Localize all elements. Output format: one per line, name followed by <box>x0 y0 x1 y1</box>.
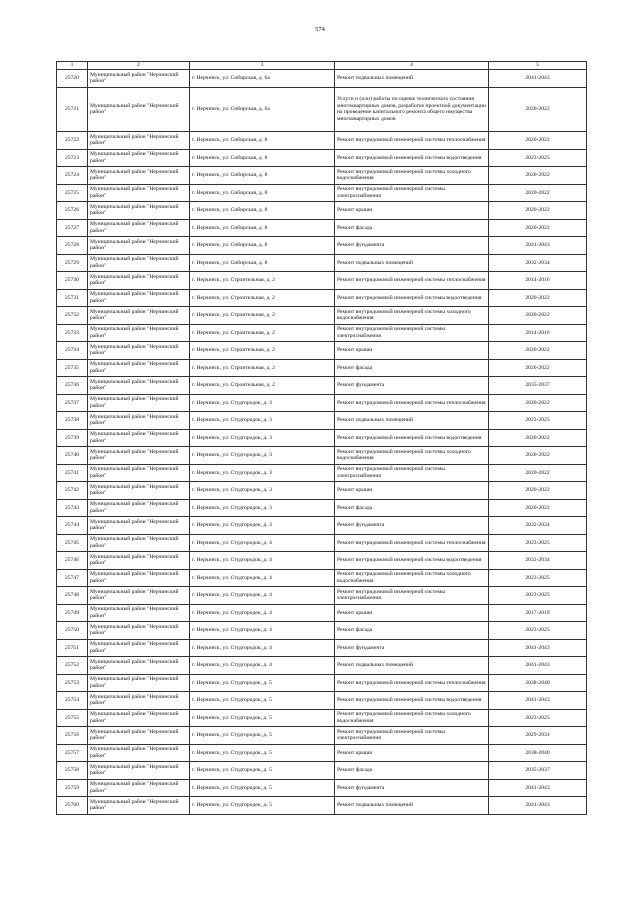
work-type-cell: Ремонт фундамента <box>335 639 489 657</box>
address-cell: г. Нерчинск, ул. Студгородок, д. 3 <box>190 464 335 482</box>
column-header-4: 4 <box>335 62 489 70</box>
table-row <box>57 692 587 710</box>
district-cell: Муниципальный район "Нерчинский район" <box>88 709 190 727</box>
period-cell: 2020-2022 <box>489 289 587 307</box>
table-row <box>57 499 587 517</box>
period-cell: 2020-2022 <box>489 202 587 220</box>
table-row <box>57 709 587 727</box>
row-number-cell: 25741 <box>57 464 88 482</box>
address-cell: г. Нерчинск, ул. Студгородок, д. 4 <box>190 639 335 657</box>
work-type-cell: Ремонт крыши <box>335 342 489 360</box>
address-cell: г. Нерчинск, ул. Сибирская, д. 8 <box>190 202 335 220</box>
repair-schedule-table <box>56 61 587 815</box>
row-number-cell: 25728 <box>57 237 88 255</box>
work-type-cell: Ремонт внутридомовой инженерной системы водоотведения <box>335 692 489 710</box>
work-type-cell: Ремонт фасада <box>335 762 489 780</box>
table-row <box>57 87 587 132</box>
work-type-cell: Ремонт крыши <box>335 482 489 500</box>
work-type-cell: Ремонт внутридомовой инженерной системы холодного водоснабжения <box>335 307 489 325</box>
table-row <box>57 132 587 150</box>
table-row <box>57 324 587 342</box>
table-row <box>57 219 587 237</box>
work-type-cell: Ремонт фасада <box>335 359 489 377</box>
address-cell: г. Нерчинск, ул. Студгородок, д. 4 <box>190 622 335 640</box>
district-cell: Муниципальный район "Нерчинский район" <box>88 499 190 517</box>
table-row <box>57 569 587 587</box>
period-cell: 2041-2043 <box>489 639 587 657</box>
work-type-cell: Ремонт подвальных помещений <box>335 412 489 430</box>
row-number-cell: 25744 <box>57 517 88 535</box>
row-number-cell: 25727 <box>57 219 88 237</box>
row-number-cell: 25720 <box>57 70 88 88</box>
period-cell: 2032-2034 <box>489 254 587 272</box>
address-cell: г. Нерчинск, ул. Строительная, д. 2 <box>190 307 335 325</box>
district-cell: Муниципальный район "Нерчинский район" <box>88 149 190 167</box>
district-cell: Муниципальный район "Нерчинский район" <box>88 587 190 605</box>
table-row <box>57 429 587 447</box>
work-type-cell: Ремонт внутридомовой инженерной системы электроснабжения <box>335 587 489 605</box>
address-cell: г. Нерчинск, ул. Сибирская, д. 8 <box>190 237 335 255</box>
work-type-cell: Ремонт подвальных помещений <box>335 254 489 272</box>
period-cell: 2020-2022 <box>489 219 587 237</box>
row-number-cell: 25747 <box>57 569 88 587</box>
period-cell: 2041-2043 <box>489 70 587 88</box>
row-number-cell: 25753 <box>57 674 88 692</box>
address-cell: г. Нерчинск, ул. Сибирская, д. 8 <box>190 149 335 167</box>
table-row <box>57 674 587 692</box>
district-cell: Муниципальный район "Нерчинский район" <box>88 132 190 150</box>
row-number-cell: 25742 <box>57 482 88 500</box>
district-cell: Муниципальный район "Нерчинский район" <box>88 359 190 377</box>
row-number-cell: 25757 <box>57 744 88 762</box>
work-type-cell: Ремонт внутридомовой инженерной системы водоотведения <box>335 289 489 307</box>
row-number-cell: 25756 <box>57 727 88 745</box>
period-cell: 2020-2022 <box>489 167 587 185</box>
period-cell: 2020-2022 <box>489 342 587 360</box>
district-cell: Муниципальный район "Нерчинский район" <box>88 70 190 88</box>
table-row <box>57 727 587 745</box>
work-type-cell: Ремонт внутридомовой инженерной системы теплоснабжения <box>335 132 489 150</box>
column-header-3: 3 <box>190 62 335 70</box>
address-cell: г. Нерчинск, ул. Студгородок, д. 5 <box>190 727 335 745</box>
row-number-cell: 25736 <box>57 377 88 395</box>
table-row <box>57 587 587 605</box>
row-number-cell: 25725 <box>57 184 88 202</box>
district-cell: Муниципальный район "Нерчинский район" <box>88 167 190 185</box>
row-number-cell: 25759 <box>57 779 88 797</box>
row-number-cell: 25743 <box>57 499 88 517</box>
district-cell: Муниципальный район "Нерчинский район" <box>88 569 190 587</box>
district-cell: Муниципальный район "Нерчинский район" <box>88 237 190 255</box>
table-row <box>57 622 587 640</box>
table-row <box>57 359 587 377</box>
address-cell: г. Нерчинск, ул. Студгородок, д. 5 <box>190 709 335 727</box>
period-cell: 2020-2022 <box>489 307 587 325</box>
district-cell: Муниципальный район "Нерчинский район" <box>88 202 190 220</box>
period-cell: 2041-2043 <box>489 692 587 710</box>
address-cell: г. Нерчинск, ул. Студгородок, д. 3 <box>190 412 335 430</box>
district-cell: Муниципальный район "Нерчинский район" <box>88 779 190 797</box>
district-cell: Муниципальный район "Нерчинский район" <box>88 604 190 622</box>
table-row <box>57 447 587 465</box>
work-type-cell: Ремонт крыши <box>335 604 489 622</box>
period-cell: 2035-2037 <box>489 377 587 395</box>
row-number-cell: 25739 <box>57 429 88 447</box>
period-cell: 2020-2022 <box>489 482 587 500</box>
row-number-cell: 25745 <box>57 534 88 552</box>
address-cell: г. Нерчинск, ул. Студгородок, д. 5 <box>190 744 335 762</box>
district-cell: Муниципальный район "Нерчинский район" <box>88 692 190 710</box>
period-cell: 2020-2022 <box>489 87 587 132</box>
table-row <box>57 394 587 412</box>
district-cell: Муниципальный район "Нерчинский район" <box>88 762 190 780</box>
work-type-cell: Ремонт подвальных помещений <box>335 797 489 815</box>
district-cell: Муниципальный район "Нерчинский район" <box>88 412 190 430</box>
district-cell: Муниципальный район "Нерчинский район" <box>88 87 190 132</box>
address-cell: г. Нерчинск, ул. Сибирская, д. 8 <box>190 254 335 272</box>
period-cell: 2023-2025 <box>489 709 587 727</box>
row-number-cell: 25738 <box>57 412 88 430</box>
row-number-cell: 25729 <box>57 254 88 272</box>
work-type-cell: Ремонт внутридомовой инженерной системы теплоснабжения <box>335 674 489 692</box>
period-cell: 2035-2037 <box>489 762 587 780</box>
district-cell: Муниципальный район "Нерчинский район" <box>88 272 190 290</box>
district-cell: Муниципальный район "Нерчинский район" <box>88 324 190 342</box>
work-type-cell: Ремонт крыши <box>335 744 489 762</box>
period-cell: 2041-2043 <box>489 657 587 675</box>
district-cell: Муниципальный район "Нерчинский район" <box>88 289 190 307</box>
period-cell: 2023-2025 <box>489 569 587 587</box>
table-row <box>57 604 587 622</box>
table-row <box>57 744 587 762</box>
address-cell: г. Нерчинск, ул. Студгородок, д. 3 <box>190 394 335 412</box>
address-cell: г. Нерчинск, ул. Сибирская, д. 8 <box>190 132 335 150</box>
page-number: 574 <box>315 26 325 33</box>
table-row <box>57 202 587 220</box>
address-cell: г. Нерчинск, ул. Строительная, д. 2 <box>190 272 335 290</box>
column-header-5: 5 <box>489 62 587 70</box>
address-cell: г. Нерчинск, ул. Студгородок, д. 4 <box>190 569 335 587</box>
period-cell: 2023-2025 <box>489 534 587 552</box>
table-row <box>57 149 587 167</box>
work-type-cell: Ремонт внутридомовой инженерной системы теплоснабжения <box>335 534 489 552</box>
row-number-cell: 25733 <box>57 324 88 342</box>
work-type-cell: Ремонт внутридомовой инженерной системы теплоснабжения <box>335 394 489 412</box>
district-cell: Муниципальный район "Нерчинский район" <box>88 219 190 237</box>
period-cell: 2041-2043 <box>489 797 587 815</box>
address-cell: г. Нерчинск, ул. Студгородок, д. 3 <box>190 447 335 465</box>
table-row <box>57 412 587 430</box>
table-row <box>57 517 587 535</box>
row-number-cell: 25721 <box>57 87 88 132</box>
table-row <box>57 184 587 202</box>
table-row <box>57 779 587 797</box>
table-row <box>57 307 587 325</box>
address-cell: г. Нерчинск, ул. Студгородок, д. 4 <box>190 657 335 675</box>
row-number-cell: 25751 <box>57 639 88 657</box>
address-cell: г. Нерчинск, ул. Сибирская, д. 8 <box>190 184 335 202</box>
row-number-cell: 25746 <box>57 552 88 570</box>
address-cell: г. Нерчинск, ул. Студгородок, д. 3 <box>190 482 335 500</box>
table-row <box>57 289 587 307</box>
table-row <box>57 639 587 657</box>
work-type-cell: Ремонт внутридомовой инженерной системы теплоснабжения <box>335 272 489 290</box>
row-number-cell: 25731 <box>57 289 88 307</box>
district-cell: Муниципальный район "Нерчинский район" <box>88 482 190 500</box>
period-cell: 2020-2022 <box>489 429 587 447</box>
row-number-cell: 25754 <box>57 692 88 710</box>
district-cell: Муниципальный район "Нерчинский район" <box>88 184 190 202</box>
period-cell: 2014-2016 <box>489 272 587 290</box>
district-cell: Муниципальный район "Нерчинский район" <box>88 534 190 552</box>
work-type-cell: Ремонт внутридомовой инженерной системы холодного водоснабжения <box>335 569 489 587</box>
period-cell: 2020-2022 <box>489 394 587 412</box>
work-type-cell: Ремонт подвальных помещений <box>335 657 489 675</box>
work-type-cell: Ремонт фасада <box>335 622 489 640</box>
district-cell: Муниципальный район "Нерчинский район" <box>88 342 190 360</box>
row-number-cell: 25726 <box>57 202 88 220</box>
work-type-cell: Ремонт фасада <box>335 499 489 517</box>
work-type-cell: Ремонт внутридомовой инженерной системы электроснабжения <box>335 324 489 342</box>
work-type-cell: Ремонт фундамента <box>335 377 489 395</box>
address-cell: г. Нерчинск, ул. Сибирская, д. 6а <box>190 87 335 132</box>
row-number-cell: 25748 <box>57 587 88 605</box>
period-cell: 2038-2040 <box>489 674 587 692</box>
row-number-cell: 25750 <box>57 622 88 640</box>
address-cell: г. Нерчинск, ул. Студгородок, д. 5 <box>190 779 335 797</box>
district-cell: Муниципальный район "Нерчинский район" <box>88 727 190 745</box>
work-type-cell: Ремонт крыши <box>335 202 489 220</box>
table-row <box>57 377 587 395</box>
work-type-cell: Ремонт внутридомовой инженерной системы электроснабжения <box>335 184 489 202</box>
table-row <box>57 552 587 570</box>
district-cell: Муниципальный район "Нерчинский район" <box>88 517 190 535</box>
address-cell: г. Нерчинск, ул. Студгородок, д. 3 <box>190 499 335 517</box>
district-cell: Муниципальный район "Нерчинский район" <box>88 622 190 640</box>
table-row <box>57 70 587 88</box>
period-cell: 2020-2022 <box>489 464 587 482</box>
period-cell: 2038-2040 <box>489 744 587 762</box>
row-number-cell: 25722 <box>57 132 88 150</box>
row-number-cell: 25740 <box>57 447 88 465</box>
period-cell: 2023-2025 <box>489 622 587 640</box>
table-row <box>57 657 587 675</box>
address-cell: г. Нерчинск, ул. Студгородок, д. 4 <box>190 587 335 605</box>
row-number-cell: 25752 <box>57 657 88 675</box>
table-row <box>57 762 587 780</box>
period-cell: 2023-2025 <box>489 412 587 430</box>
period-cell: 2032-2034 <box>489 517 587 535</box>
address-cell: г. Нерчинск, ул. Сибирская, д. 6а <box>190 70 335 88</box>
work-type-cell: Ремонт внутридомовой инженерной системы холодного водоснабжения <box>335 709 489 727</box>
address-cell: г. Нерчинск, ул. Сибирская, д. 8 <box>190 167 335 185</box>
district-cell: Муниципальный район "Нерчинский район" <box>88 674 190 692</box>
address-cell: г. Нерчинск, ул. Строительная, д. 2 <box>190 377 335 395</box>
district-cell: Муниципальный район "Нерчинский район" <box>88 394 190 412</box>
address-cell: г. Нерчинск, ул. Студгородок, д. 3 <box>190 429 335 447</box>
table-row <box>57 254 587 272</box>
address-cell: г. Нерчинск, ул. Сибирская, д. 8 <box>190 219 335 237</box>
period-cell: 2020-2022 <box>489 184 587 202</box>
table-row <box>57 482 587 500</box>
address-cell: г. Нерчинск, ул. Строительная, д. 2 <box>190 289 335 307</box>
table-body <box>57 70 587 815</box>
table-row <box>57 272 587 290</box>
row-number-cell: 25735 <box>57 359 88 377</box>
work-type-cell: Ремонт внутридомовой инженерной системы электроснабжения <box>335 727 489 745</box>
work-type-cell: Ремонт внутридомовой инженерной системы холодного водоснабжения <box>335 447 489 465</box>
work-type-cell: Ремонт внутридомовой инженерной системы холодного водоснабжения <box>335 167 489 185</box>
address-cell: г. Нерчинск, ул. Студгородок, д. 4 <box>190 552 335 570</box>
address-cell: г. Нерчинск, ул. Строительная, д. 2 <box>190 342 335 360</box>
table-row <box>57 237 587 255</box>
district-cell: Муниципальный район "Нерчинский район" <box>88 639 190 657</box>
address-cell: г. Нерчинск, ул. Студгородок, д. 4 <box>190 604 335 622</box>
district-cell: Муниципальный район "Нерчинский район" <box>88 464 190 482</box>
table-row <box>57 797 587 815</box>
work-type-cell: Ремонт внутридомовой инженерной системы водоотведения <box>335 149 489 167</box>
row-number-cell: 25758 <box>57 762 88 780</box>
district-cell: Муниципальный район "Нерчинский район" <box>88 797 190 815</box>
column-header-2: 2 <box>88 62 190 70</box>
address-cell: г. Нерчинск, ул. Студгородок, д. 4 <box>190 534 335 552</box>
district-cell: Муниципальный район "Нерчинский район" <box>88 447 190 465</box>
table-row <box>57 464 587 482</box>
address-cell: г. Нерчинск, ул. Студгородок, д. 5 <box>190 762 335 780</box>
work-type-cell: Ремонт внутридомовой инженерной системы водоотведения <box>335 552 489 570</box>
row-number-cell: 25760 <box>57 797 88 815</box>
address-cell: г. Нерчинск, ул. Студгородок, д. 5 <box>190 674 335 692</box>
period-cell: 2023-2025 <box>489 587 587 605</box>
district-cell: Муниципальный район "Нерчинский район" <box>88 377 190 395</box>
column-header-1: 1 <box>57 62 88 70</box>
district-cell: Муниципальный район "Нерчинский район" <box>88 657 190 675</box>
district-cell: Муниципальный район "Нерчинский район" <box>88 552 190 570</box>
row-number-cell: 25732 <box>57 307 88 325</box>
work-type-cell: Ремонт подвальных помещений <box>335 70 489 88</box>
address-cell: г. Нерчинск, ул. Студгородок, д. 5 <box>190 692 335 710</box>
period-cell: 2020-2022 <box>489 132 587 150</box>
work-type-cell: Ремонт внутридомовой инженерной системы электроснабжения <box>335 464 489 482</box>
row-number-cell: 25723 <box>57 149 88 167</box>
row-number-cell: 25737 <box>57 394 88 412</box>
period-cell: 2023-2025 <box>489 149 587 167</box>
address-cell: г. Нерчинск, ул. Студгородок, д. 5 <box>190 797 335 815</box>
work-type-cell: Ремонт фундамента <box>335 237 489 255</box>
district-cell: Муниципальный район "Нерчинский район" <box>88 254 190 272</box>
table-row <box>57 534 587 552</box>
address-cell: г. Нерчинск, ул. Строительная, д. 2 <box>190 324 335 342</box>
district-cell: Муниципальный район "Нерчинский район" <box>88 744 190 762</box>
address-cell: г. Нерчинск, ул. Строительная, д. 2 <box>190 359 335 377</box>
row-number-cell: 25730 <box>57 272 88 290</box>
period-cell: 2014-2016 <box>489 324 587 342</box>
work-type-cell: Ремонт внутридомовой инженерной системы водоотведения <box>335 429 489 447</box>
period-cell: 2020-2022 <box>489 359 587 377</box>
period-cell: 2032-2034 <box>489 552 587 570</box>
row-number-cell: 25724 <box>57 167 88 185</box>
header-row <box>57 62 587 70</box>
address-cell: г. Нерчинск, ул. Студгородок, д. 3 <box>190 517 335 535</box>
table-row <box>57 167 587 185</box>
row-number-cell: 25749 <box>57 604 88 622</box>
period-cell: 2020-2022 <box>489 499 587 517</box>
work-type-cell: Услуги и (или) работы по оценке технического состояния многоквартирных домов, разработке проектной документации на проведение капитального ремонта общего имущества многоквартирных домов <box>335 87 489 132</box>
district-cell: Муниципальный район "Нерчинский район" <box>88 307 190 325</box>
period-cell: 2017-2019 <box>489 604 587 622</box>
period-cell: 2041-2043 <box>489 237 587 255</box>
table-row <box>57 342 587 360</box>
work-type-cell: Ремонт фундамента <box>335 779 489 797</box>
work-type-cell: Ремонт фасада <box>335 219 489 237</box>
work-type-cell: Ремонт фундамента <box>335 517 489 535</box>
period-cell: 2020-2022 <box>489 447 587 465</box>
row-number-cell: 25755 <box>57 709 88 727</box>
period-cell: 2041-2043 <box>489 779 587 797</box>
district-cell: Муниципальный район "Нерчинский район" <box>88 429 190 447</box>
row-number-cell: 25734 <box>57 342 88 360</box>
period-cell: 2029-2031 <box>489 727 587 745</box>
